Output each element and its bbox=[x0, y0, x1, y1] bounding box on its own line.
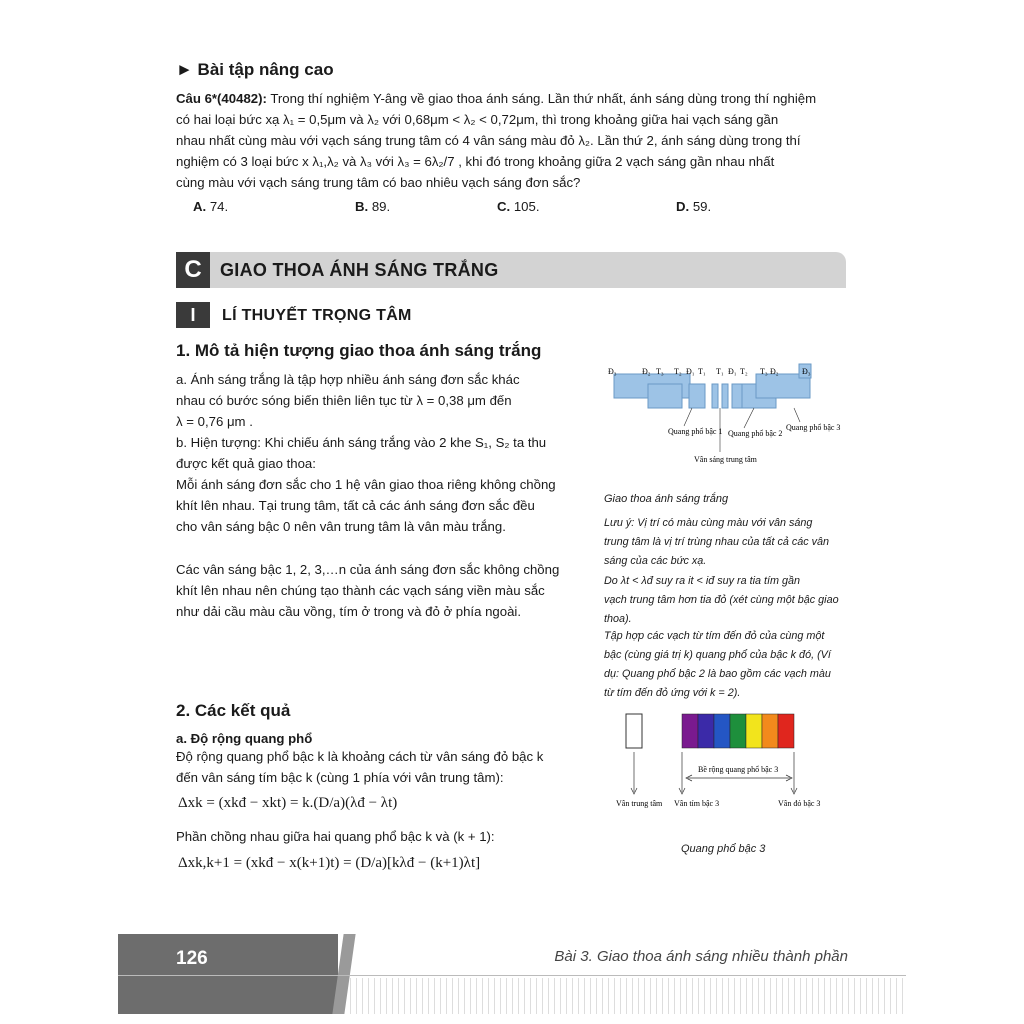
question-label: Câu 6*(40482): bbox=[176, 91, 267, 106]
figure1-caption: Giao thoa ánh sáng trắng bbox=[604, 493, 729, 505]
note-line: sáng của các bức xạ. bbox=[604, 555, 707, 567]
fig1-label-qp1: Quang phổ bậc 1 bbox=[668, 427, 723, 436]
fig1-label-qp3: Quang phổ bậc 3 bbox=[786, 423, 841, 432]
part1-line: khít lên nhau nên chúng tạo thành các vạch sáng viền màu sắc bbox=[176, 583, 545, 598]
section-title: GIAO THOA ÁNH SÁNG TRẮNG bbox=[220, 260, 499, 280]
part2-heading: 2. Các kết quả bbox=[176, 701, 291, 720]
figure2-caption: Quang phổ bậc 3 bbox=[681, 843, 766, 855]
note-line: vạch trung tâm hơn tia đỏ (xét cùng một bậc giao bbox=[604, 594, 839, 606]
fig1-top-label: Đ₁ bbox=[686, 367, 695, 376]
question-line-5: cùng màu với vạch sáng trung tâm có bao nhiêu vạch sáng đơn sắc? bbox=[176, 175, 581, 190]
fig1-top-label: Đ₃ bbox=[802, 367, 811, 376]
note-line: từ tím đến đỏ ứng với k = 2). bbox=[604, 687, 741, 699]
fig2-label-violet: Vân tím bậc 3 bbox=[674, 799, 720, 808]
part1-line: b. Hiện tượng: Khi chiếu ánh sáng trắng vào 2 khe S₁, S₂ ta thu bbox=[176, 435, 547, 450]
answer-d: D. 59. bbox=[676, 199, 712, 214]
side-note-1 bbox=[604, 514, 848, 571]
fig1-top-label: Đ₃ bbox=[608, 367, 617, 376]
fig1-top-label: Đ₂ bbox=[642, 367, 651, 376]
fig1-top-label: T₂ bbox=[740, 367, 748, 376]
fig1-label-qp2: Quang phổ bậc 2 bbox=[728, 429, 783, 438]
part2-sub-a: a. Độ rộng quang phổ bbox=[176, 731, 313, 746]
note-line: thoa). bbox=[604, 613, 632, 625]
part2-line-3: Phần chồng nhau giữa hai quang phổ bậc k và (k + 1): bbox=[176, 829, 495, 844]
fig2-label-width: Bề rộng quang phổ bậc 3 bbox=[698, 765, 779, 774]
note-line: Tập hợp các vạch từ tím đến đỏ của cùng một bbox=[604, 630, 825, 642]
formula-overlap: Δxk,k+1 = (xkđ − x(k+1)t) = (D/a)[kλđ − (k+1)λt] bbox=[178, 855, 481, 871]
part1-line: λ = 0,76 μm . bbox=[176, 414, 253, 429]
fig2-label-red: Vân đỏ bậc 3 bbox=[778, 799, 821, 808]
part2-line: Độ rộng quang phổ bậc k là khoảng cách từ vân sáng đỏ bậc k bbox=[176, 749, 544, 764]
part1-heading: 1. Mô tả hiện tượng giao thoa ánh sáng trắng bbox=[176, 341, 542, 360]
part1-line: như dải cầu màu cầu vồng, tím ở trong và đỏ ở phía ngoài. bbox=[176, 604, 522, 619]
part2-body bbox=[176, 746, 572, 788]
spectrum-strip bbox=[682, 714, 794, 748]
part1-line: được kết quả giao thoa: bbox=[176, 456, 316, 471]
part2-line: đến vân sáng tím bậc k (cùng 1 phía với vân trung tâm): bbox=[176, 770, 504, 785]
fig1-top-label: T₂ bbox=[674, 367, 682, 376]
spectrum-color-band bbox=[762, 714, 778, 748]
fig1-top-label: T₃ bbox=[760, 367, 768, 376]
white-light-interference-figure bbox=[604, 360, 848, 480]
side-note-2 bbox=[604, 572, 848, 629]
spectrum-color-band bbox=[698, 714, 714, 748]
section-letter: C bbox=[176, 252, 210, 288]
fig2-label-center: Vân trung tâm bbox=[616, 799, 663, 808]
question-line-4: nghiệm có 3 loại bức x λ₁,λ₂ và λ₃ với λ₃ = 6λ₂/7 , khi đó trong khoảng giữa 2 vạch sáng gần nhau nhất bbox=[176, 154, 775, 169]
fig1-top-label: T₁ bbox=[716, 367, 724, 376]
subsection-title: LÍ THUYẾT TRỌNG TÂM bbox=[222, 307, 412, 324]
fig1-top-label: T₁ bbox=[698, 367, 706, 376]
answer-c: C. 105. bbox=[497, 199, 540, 214]
fig1-top-label: T₃ bbox=[656, 367, 664, 376]
part1-line: cho vân sáng bậc 0 nên vân trung tâm là vân màu trắng. bbox=[176, 519, 506, 534]
fig1-top-label: Đ₂ bbox=[770, 367, 779, 376]
note-line: Lưu ý: Vị trí có màu cùng màu với vân sáng bbox=[604, 517, 813, 529]
subsection-numeral: I bbox=[176, 302, 210, 328]
fig1-label-center: Vân sáng trung tâm bbox=[694, 455, 757, 464]
footer-ticks bbox=[350, 978, 906, 1014]
page-number: 126 bbox=[176, 948, 208, 969]
part1-line: Mỗi ánh sáng đơn sắc cho 1 hệ vân giao thoa riêng không chồng bbox=[176, 477, 556, 492]
note-line: Do λt < λđ suy ra it < iđ suy ra tia tím gần bbox=[604, 575, 801, 587]
part1-line: a. Ánh sáng trắng là tập hợp nhiều ánh sáng đơn sắc khác bbox=[176, 372, 520, 387]
answer-a: A. 74. bbox=[193, 199, 229, 214]
part1-line: Các vân sáng bậc 1, 2, 3,…n của ánh sáng đơn sắc không chồng bbox=[176, 562, 560, 577]
central-fringe bbox=[626, 714, 642, 748]
spectrum-color-band bbox=[778, 714, 794, 748]
side-note-3 bbox=[604, 627, 848, 703]
spectrum-color-band bbox=[746, 714, 762, 748]
question-line-1: Trong thí nghiệm Y-âng về giao thoa ánh sáng. Lần thứ nhất, ánh sáng dùng trong thí nghiệm bbox=[266, 91, 817, 106]
footer-rule bbox=[118, 975, 906, 976]
question-block bbox=[176, 88, 848, 193]
spectrum-color-band bbox=[730, 714, 746, 748]
footer-page-tab bbox=[118, 934, 338, 1014]
part1-line: nhau có bước sóng biến thiên liên tục từ λ = 0,38 μm đến bbox=[176, 393, 512, 408]
note-line: bậc (cùng giá trị k) quang phổ của bậc k đó, (Ví bbox=[604, 649, 831, 661]
answer-b: B. 89. bbox=[355, 199, 391, 214]
part1-body-2 bbox=[176, 559, 572, 622]
question-line-3: nhau nhất cùng màu với vạch sáng trung tâm có 4 vân sáng màu đỏ λ₂. Lần thứ 2, ánh sáng dùng trong thí bbox=[176, 133, 801, 148]
advanced-heading: ► Bài tập nâng cao bbox=[176, 60, 334, 79]
third-order-spectrum-figure bbox=[604, 706, 848, 826]
formula-spectrum-width: Δxk = (xkđ − xkt) = k.(D/a)(λđ − λt) bbox=[178, 795, 398, 811]
note-line: trung tâm là vị trí trùng nhau của tất cả các vân bbox=[604, 536, 830, 548]
fig1-top-label: Đ₁ bbox=[728, 367, 737, 376]
spectrum-color-band bbox=[682, 714, 698, 748]
lesson-title: Bài 3. Giao thoa ánh sáng nhiều thành phần bbox=[554, 948, 848, 965]
part1-body bbox=[176, 369, 572, 537]
part1-line: khít lên nhau. Tại trung tâm, tất cả các ánh sáng đơn sắc đều bbox=[176, 498, 535, 513]
question-line-2: có hai loại bức xạ λ₁ = 0,5μm và λ₂ với 0,68μm < λ₂ < 0,72μm, thì trong khoảng giữa hai vạch sáng gần bbox=[176, 112, 779, 127]
note-line: dụ: Quang phổ bậc 2 là bao gồm các vạch màu bbox=[604, 668, 831, 680]
spectrum-color-band bbox=[714, 714, 730, 748]
